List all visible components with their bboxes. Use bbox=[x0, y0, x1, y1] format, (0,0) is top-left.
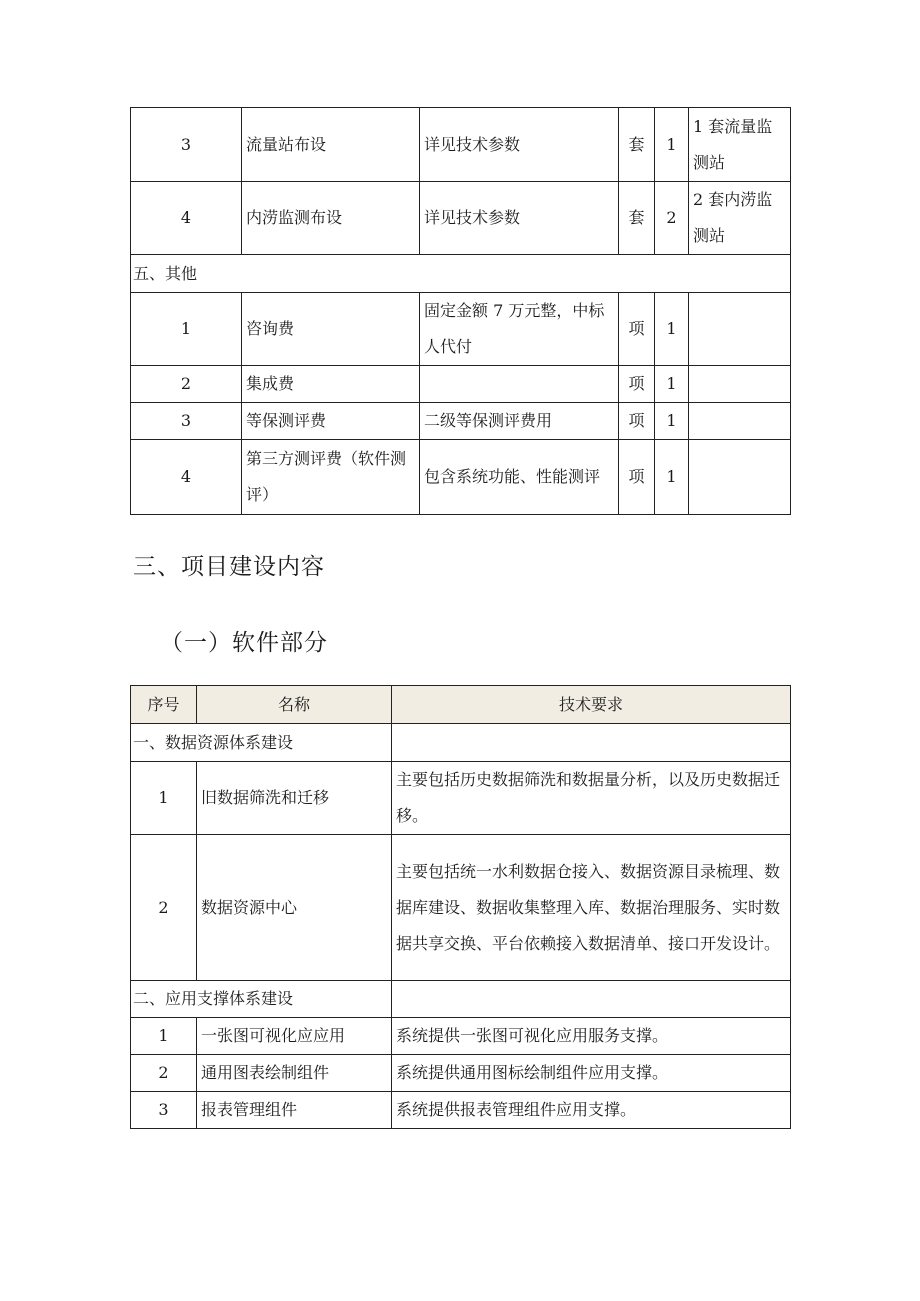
item-spec: 二级等保测评费用 bbox=[420, 403, 619, 440]
item-spec bbox=[420, 366, 619, 403]
table-row bbox=[131, 440, 791, 515]
header-number: 序号 bbox=[131, 686, 197, 724]
table-row bbox=[131, 762, 791, 835]
section-row bbox=[131, 724, 791, 762]
row-number: 1 bbox=[131, 762, 197, 835]
item-qty: 1 bbox=[655, 403, 689, 440]
row-number: 4 bbox=[131, 440, 242, 515]
item-requirement: 系统提供一张图可视化应用服务支撑。 bbox=[392, 1018, 791, 1055]
item-note bbox=[689, 366, 791, 403]
section-empty-cell bbox=[392, 981, 791, 1018]
cost-table bbox=[130, 107, 791, 515]
section-title: 二、应用支撑体系建设 bbox=[131, 981, 392, 1018]
item-spec: 详见技术参数 bbox=[420, 182, 619, 255]
software-requirements-table bbox=[130, 685, 791, 1129]
item-requirement: 主要包括历史数据筛洗和数据量分析，以及历史数据迁移。 bbox=[392, 762, 791, 835]
item-note bbox=[689, 440, 791, 515]
table-row bbox=[131, 1018, 791, 1055]
row-number: 2 bbox=[131, 1055, 197, 1092]
item-qty: 2 bbox=[655, 182, 689, 255]
table-row bbox=[131, 1055, 791, 1092]
item-spec: 固定金额 7 万元整，中标人代付 bbox=[420, 293, 619, 366]
item-unit: 套 bbox=[619, 182, 655, 255]
item-spec: 详见技术参数 bbox=[420, 108, 619, 182]
item-name: 集成费 bbox=[242, 366, 420, 403]
section-row bbox=[131, 981, 791, 1018]
item-name: 一张图可视化应应用 bbox=[197, 1018, 392, 1055]
row-number: 3 bbox=[131, 108, 242, 182]
section-title: 一、数据资源体系建设 bbox=[131, 724, 392, 762]
item-unit: 项 bbox=[619, 403, 655, 440]
item-qty: 1 bbox=[655, 108, 689, 182]
item-note: 1 套流量监测站 bbox=[689, 108, 791, 182]
table-row bbox=[131, 835, 791, 981]
section-heading: 三、项目建设内容 bbox=[133, 554, 325, 580]
table-row bbox=[131, 182, 791, 255]
header-row bbox=[131, 686, 791, 724]
item-name: 咨询费 bbox=[242, 293, 420, 366]
item-name: 数据资源中心 bbox=[197, 835, 392, 981]
table-row bbox=[131, 293, 791, 366]
item-unit: 项 bbox=[619, 440, 655, 515]
item-requirement: 系统提供报表管理组件应用支撑。 bbox=[392, 1092, 791, 1129]
table-row bbox=[131, 403, 791, 440]
section-title: 五、其他 bbox=[131, 255, 791, 293]
item-qty: 1 bbox=[655, 293, 689, 366]
table-row bbox=[131, 1092, 791, 1129]
item-unit: 项 bbox=[619, 366, 655, 403]
item-qty: 1 bbox=[655, 366, 689, 403]
item-name: 通用图表绘制组件 bbox=[197, 1055, 392, 1092]
item-note bbox=[689, 293, 791, 366]
item-qty: 1 bbox=[655, 440, 689, 515]
item-name: 第三方测评费（软件测评） bbox=[242, 440, 420, 515]
item-unit: 项 bbox=[619, 293, 655, 366]
header-requirement: 技术要求 bbox=[392, 686, 791, 724]
item-name: 等保测评费 bbox=[242, 403, 420, 440]
section-empty-cell bbox=[392, 724, 791, 762]
item-note: 2 套内涝监测站 bbox=[689, 182, 791, 255]
item-requirement: 主要包括统一水利数据仓接入、数据资源目录梳理、数据库建设、数据收集整理入库、数据治理服务、实时数据共享交换、平台依赖接入数据清单、接口开发设计。 bbox=[392, 835, 791, 981]
item-requirement: 系统提供通用图标绘制组件应用支撑。 bbox=[392, 1055, 791, 1092]
row-number: 1 bbox=[131, 293, 242, 366]
item-unit: 套 bbox=[619, 108, 655, 182]
row-number: 4 bbox=[131, 182, 242, 255]
item-name: 旧数据筛洗和迁移 bbox=[197, 762, 392, 835]
item-note bbox=[689, 403, 791, 440]
row-number: 3 bbox=[131, 1092, 197, 1129]
table-row bbox=[131, 108, 791, 182]
subsection-heading: （一）软件部分 bbox=[160, 630, 328, 656]
item-name: 流量站布设 bbox=[242, 108, 420, 182]
row-number: 3 bbox=[131, 403, 242, 440]
item-name: 内涝监测布设 bbox=[242, 182, 420, 255]
item-name: 报表管理组件 bbox=[197, 1092, 392, 1129]
row-number: 2 bbox=[131, 366, 242, 403]
item-spec: 包含系统功能、性能测评 bbox=[420, 440, 619, 515]
header-name: 名称 bbox=[197, 686, 392, 724]
row-number: 1 bbox=[131, 1018, 197, 1055]
section-row bbox=[131, 255, 791, 293]
table-row bbox=[131, 366, 791, 403]
row-number: 2 bbox=[131, 835, 197, 981]
